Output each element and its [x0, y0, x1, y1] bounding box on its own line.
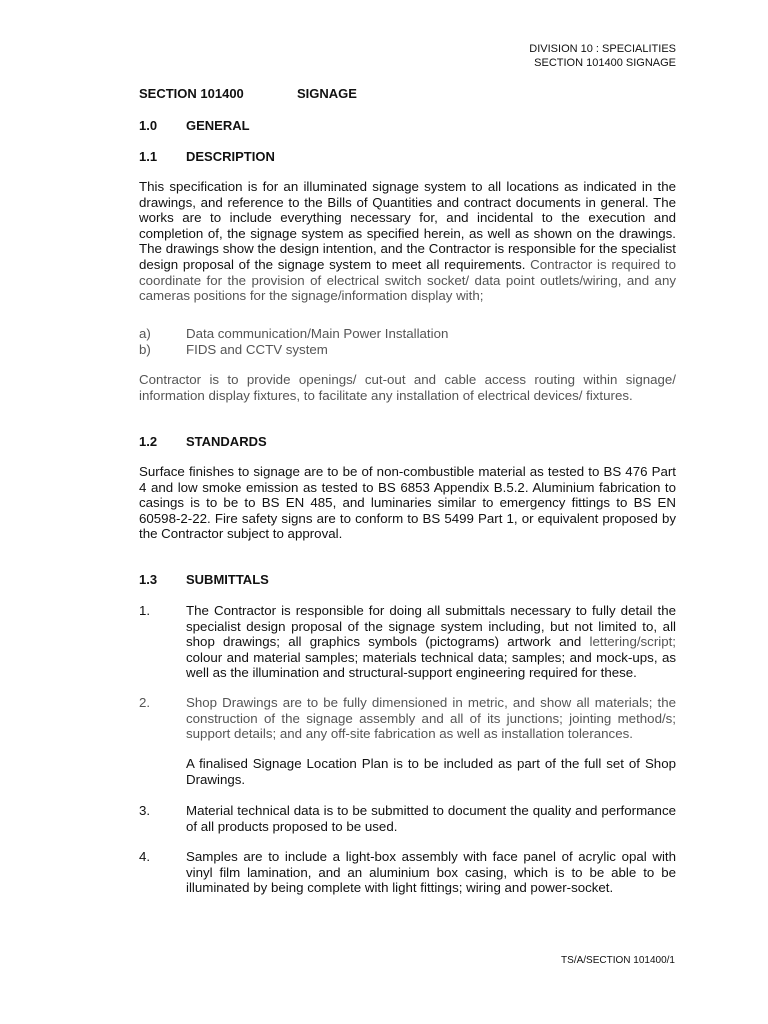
item-text-part: The Contractor is responsible for doing all submittals necessary to fully detail the specialist design proposal of the signage system including, but not limited to, all shop drawings; all graphics symbols (pictograms) artwork and [186, 603, 676, 650]
item-number: 4. [139, 849, 151, 864]
running-header [529, 42, 676, 70]
heading-number: 1.0 [139, 118, 158, 133]
item-text: Shop Drawings are to be fully dimensioned in metric, and show all materials; the construction of the signage assembly and all of its junctions; jointing method/s; support details; and any off-site fabrication as well as installation tolerances. [186, 695, 676, 742]
heading-submittals [139, 572, 269, 587]
heading-standards [139, 434, 267, 449]
page-footer: TS/A/SECTION 101400/1 [561, 955, 675, 966]
header-division: DIVISION 10 : SPECIALITIES [529, 43, 676, 55]
description-paragraph [139, 179, 676, 304]
submittal-item-2-note [139, 756, 676, 787]
submittal-item-1 [139, 603, 676, 681]
submittal-item-4 [139, 849, 676, 896]
item-text: A finalised Signage Location Plan is to be included as part of the full set of Shop Drawings. [186, 756, 676, 787]
openings-paragraph: Contractor is to provide openings/ cut-out and cable access routing within signage/ information display fixtures, to facilitate any installation of electrical devices/ fixtures. [139, 372, 676, 403]
section-title-name: SIGNAGE [297, 86, 357, 101]
list-marker: a) [139, 326, 151, 341]
item-number: 2. [139, 695, 151, 710]
item-text [186, 603, 676, 681]
item-text: Samples are to include a light-box assembly with face panel of acrylic opal with vinyl film lamination, and an aluminium box casing, which is to be able to be illuminated by being complete with light fittings; wiring and power-socket. [186, 849, 676, 896]
list-text: FIDS and CCTV system [186, 342, 328, 357]
item-text-part: colour and material samples; materials technical data; samples; and mock-ups, as well as the illumination and structural-support engineering required for these. [186, 649, 676, 681]
description-text: This specification is for an illuminated signage system to all locations as indicated in the drawings, and reference to the Bills of Quantities and contract documents in general. The works are to include everything necessary for, and incidental to the execution and completion of, the signage system as specified herein, as well as shown on the drawings. The drawings show the design intention, and the Contractor is responsible for the specialist design proposal of the signage system to meet all requirements. [139, 179, 676, 272]
heading-number: 1.3 [139, 572, 158, 587]
item-number: 1. [139, 603, 151, 618]
section-title-number: SECTION 101400 [139, 86, 244, 101]
submittal-item-2 [139, 695, 676, 742]
list-item [139, 326, 676, 342]
submittal-item-3 [139, 803, 676, 834]
heading-label: SUBMITTALS [186, 572, 269, 587]
heading-label: STANDARDS [186, 434, 267, 449]
heading-number: 1.2 [139, 434, 158, 449]
heading-description [139, 149, 275, 164]
item-number: 3. [139, 803, 151, 818]
header-section: SECTION 101400 SIGNAGE [534, 57, 676, 69]
section-title [139, 86, 357, 101]
heading-label: DESCRIPTION [186, 149, 275, 164]
heading-number: 1.1 [139, 149, 158, 164]
list-text: Data communication/Main Power Installation [186, 326, 449, 341]
heading-label: GENERAL [186, 118, 250, 133]
standards-paragraph: Surface finishes to signage are to be of non-combustible material as tested to BS 476 Part 4 and low smoke emission as tested to BS 6853 Appendix B.5.2. Aluminium fabrication to casings is to be to BS EN 485, and luminaries similar to emergency fittings to BS EN 60598-2-22. Fire safety signs are to conform to BS 5499 Part 1, or equivalent proposed by the Contractor subject to approval. [139, 464, 676, 542]
heading-general [139, 118, 250, 133]
list-item [139, 342, 676, 358]
item-text: Material technical data is to be submitted to document the quality and performance of all products proposed to be used. [186, 803, 676, 834]
item-text-grey-part: lettering/script; [589, 634, 676, 650]
description-coordination-text: Contractor is required to coordinate for the provision of electrical switch socket/ data point outlets/wiring, and any cameras positions for the signage/information display with; [139, 256, 676, 304]
list-marker: b) [139, 342, 151, 357]
